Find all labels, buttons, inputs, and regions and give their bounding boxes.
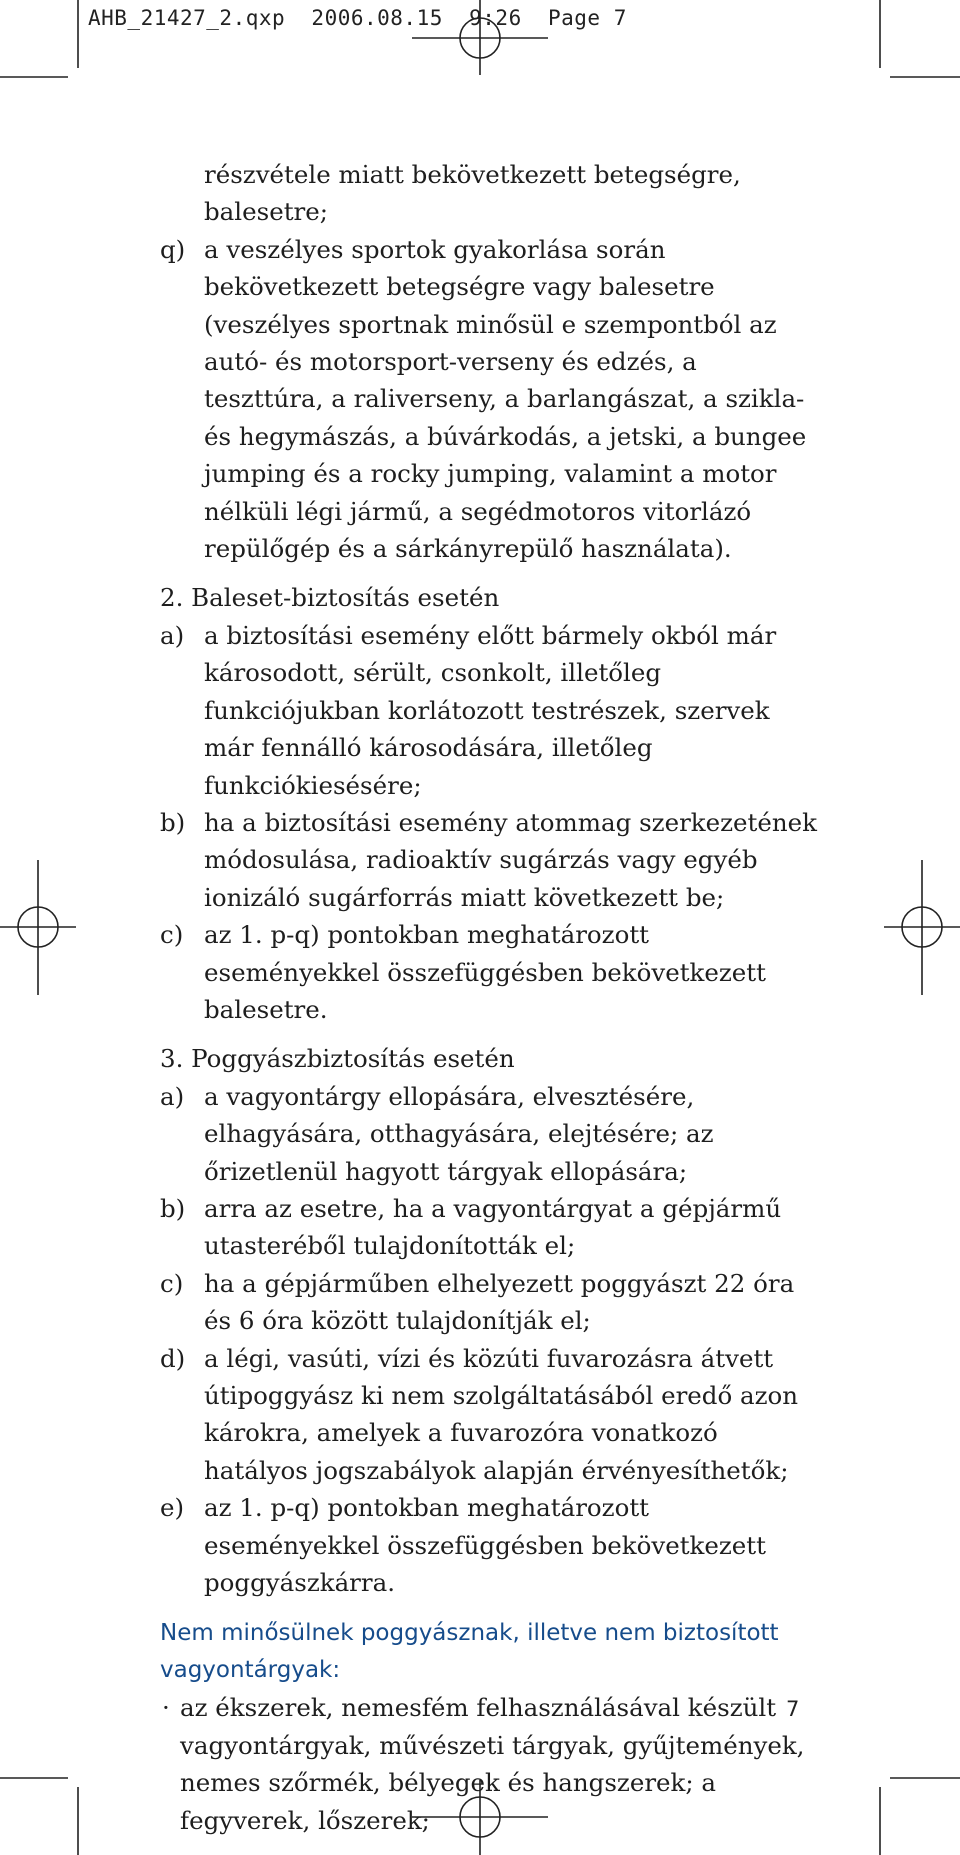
continuation-line	[160, 156, 820, 231]
list-label: c)	[160, 1268, 184, 1298]
print-slug-line: AHB_21427_2.qxp 2006.08.15 9:26 Page 7	[88, 6, 627, 30]
bullet-text: az ékszerek, nemesfém felhasználásával készült vagyontárgyak, művészeti tárgyak, gyűjtemények, nemes szőrmék, bélyegek és hangszerek; a fegyverek, lőszerek;	[180, 1693, 805, 1835]
list-text: a légi, vasúti, vízi és közúti fuvarozásra átvett útipoggyász ki nem szolgáltatásából eredő azon károkra, amelyek a fuvarozóra vonatkozó hatályos jogszabályok alapján érvényesíthetők;	[204, 1343, 799, 1485]
list-item	[160, 1078, 820, 1190]
page-number: 7	[786, 1697, 800, 1721]
list-label: a)	[160, 1081, 185, 1111]
list-label: a)	[160, 620, 185, 650]
bullet-marker: ·	[162, 1693, 170, 1723]
list-item	[160, 1265, 820, 1340]
list-item	[160, 1489, 820, 1601]
list-text: az 1. p-q) pontokban meghatározott eseményekkel összefüggésben bekövetkezett poggyászkárra.	[204, 1493, 766, 1598]
continuation-text: részvétele miatt bekövetkezett betegségre, balesetre;	[204, 160, 741, 227]
list-item	[160, 617, 820, 804]
list-text: arra az esetre, ha a vagyontárgyat a gépjármű utasteréből tulajdonították el;	[204, 1193, 782, 1261]
list-text: a vagyontárgy ellopására, elvesztésére, elhagyására, otthagyására, elejtésére; az őrizetlenül hagyott tárgyak ellopására;	[204, 1081, 714, 1186]
list-text: ha a biztosítási esemény atommag szerkezetének módosulása, radioaktív sugárzás vagy egyéb ionizáló sugárforrás miatt következett be;	[204, 807, 818, 912]
list-item	[160, 1340, 820, 1490]
list-label: d)	[160, 1343, 186, 1373]
list-label: b)	[160, 1193, 186, 1223]
not-covered-list	[160, 1689, 820, 1839]
list-text: a veszélyes sportok gyakorlása során bekövetkezett betegségre vagy balesetre (veszélyes sportnak minősül e szempontból az autó- és motorsport-verseny és edzés, a teszttúra, a raliverseny, a barlangászat, a szikla- és hegymászás, a búvárkodás, a jetski, a bungee jumping és a rocky jumping, valamint a motor nélküli légi jármű, a segédmotoros vitorlázó repülőgép és a sárkányrepülő használata).	[204, 234, 807, 564]
list-item	[160, 916, 820, 1028]
list-text: ha a gépjárműben elhelyezett poggyászt 22 óra és 6 óra között tulajdonítják el;	[204, 1268, 795, 1336]
list-text: a biztosítási esemény előtt bármely okból már károsodott, sérült, csonkolt, illetőleg funkciójukban korlátozott testrészek, szervek már fennálló károsodására, illetőleg funkciókiesésére;	[204, 620, 777, 800]
list-item	[160, 804, 820, 916]
section-2-heading: 2. Baleset-biztosítás esetén	[160, 583, 500, 613]
bullet-item	[160, 1689, 820, 1839]
list-text: az 1. p-q) pontokban meghatározott eseményekkel összefüggésben bekövetkezett balesetre.	[204, 920, 766, 1024]
list-label: c)	[160, 920, 184, 950]
list-label: e)	[160, 1493, 185, 1523]
list-label: b)	[160, 807, 186, 837]
not-covered-heading: Nem minősülnek poggyásznak, illetve nem biztosított vagyontárgyak:	[160, 1620, 779, 1684]
section-3-list	[160, 1078, 820, 1602]
section-3-heading: 3. Poggyászbiztosítás esetén	[160, 1044, 515, 1074]
list-item	[160, 1190, 820, 1265]
page-body	[160, 156, 820, 1839]
section-2-list	[160, 617, 820, 1028]
list-item-q	[160, 231, 820, 568]
list-label: q)	[160, 234, 186, 264]
